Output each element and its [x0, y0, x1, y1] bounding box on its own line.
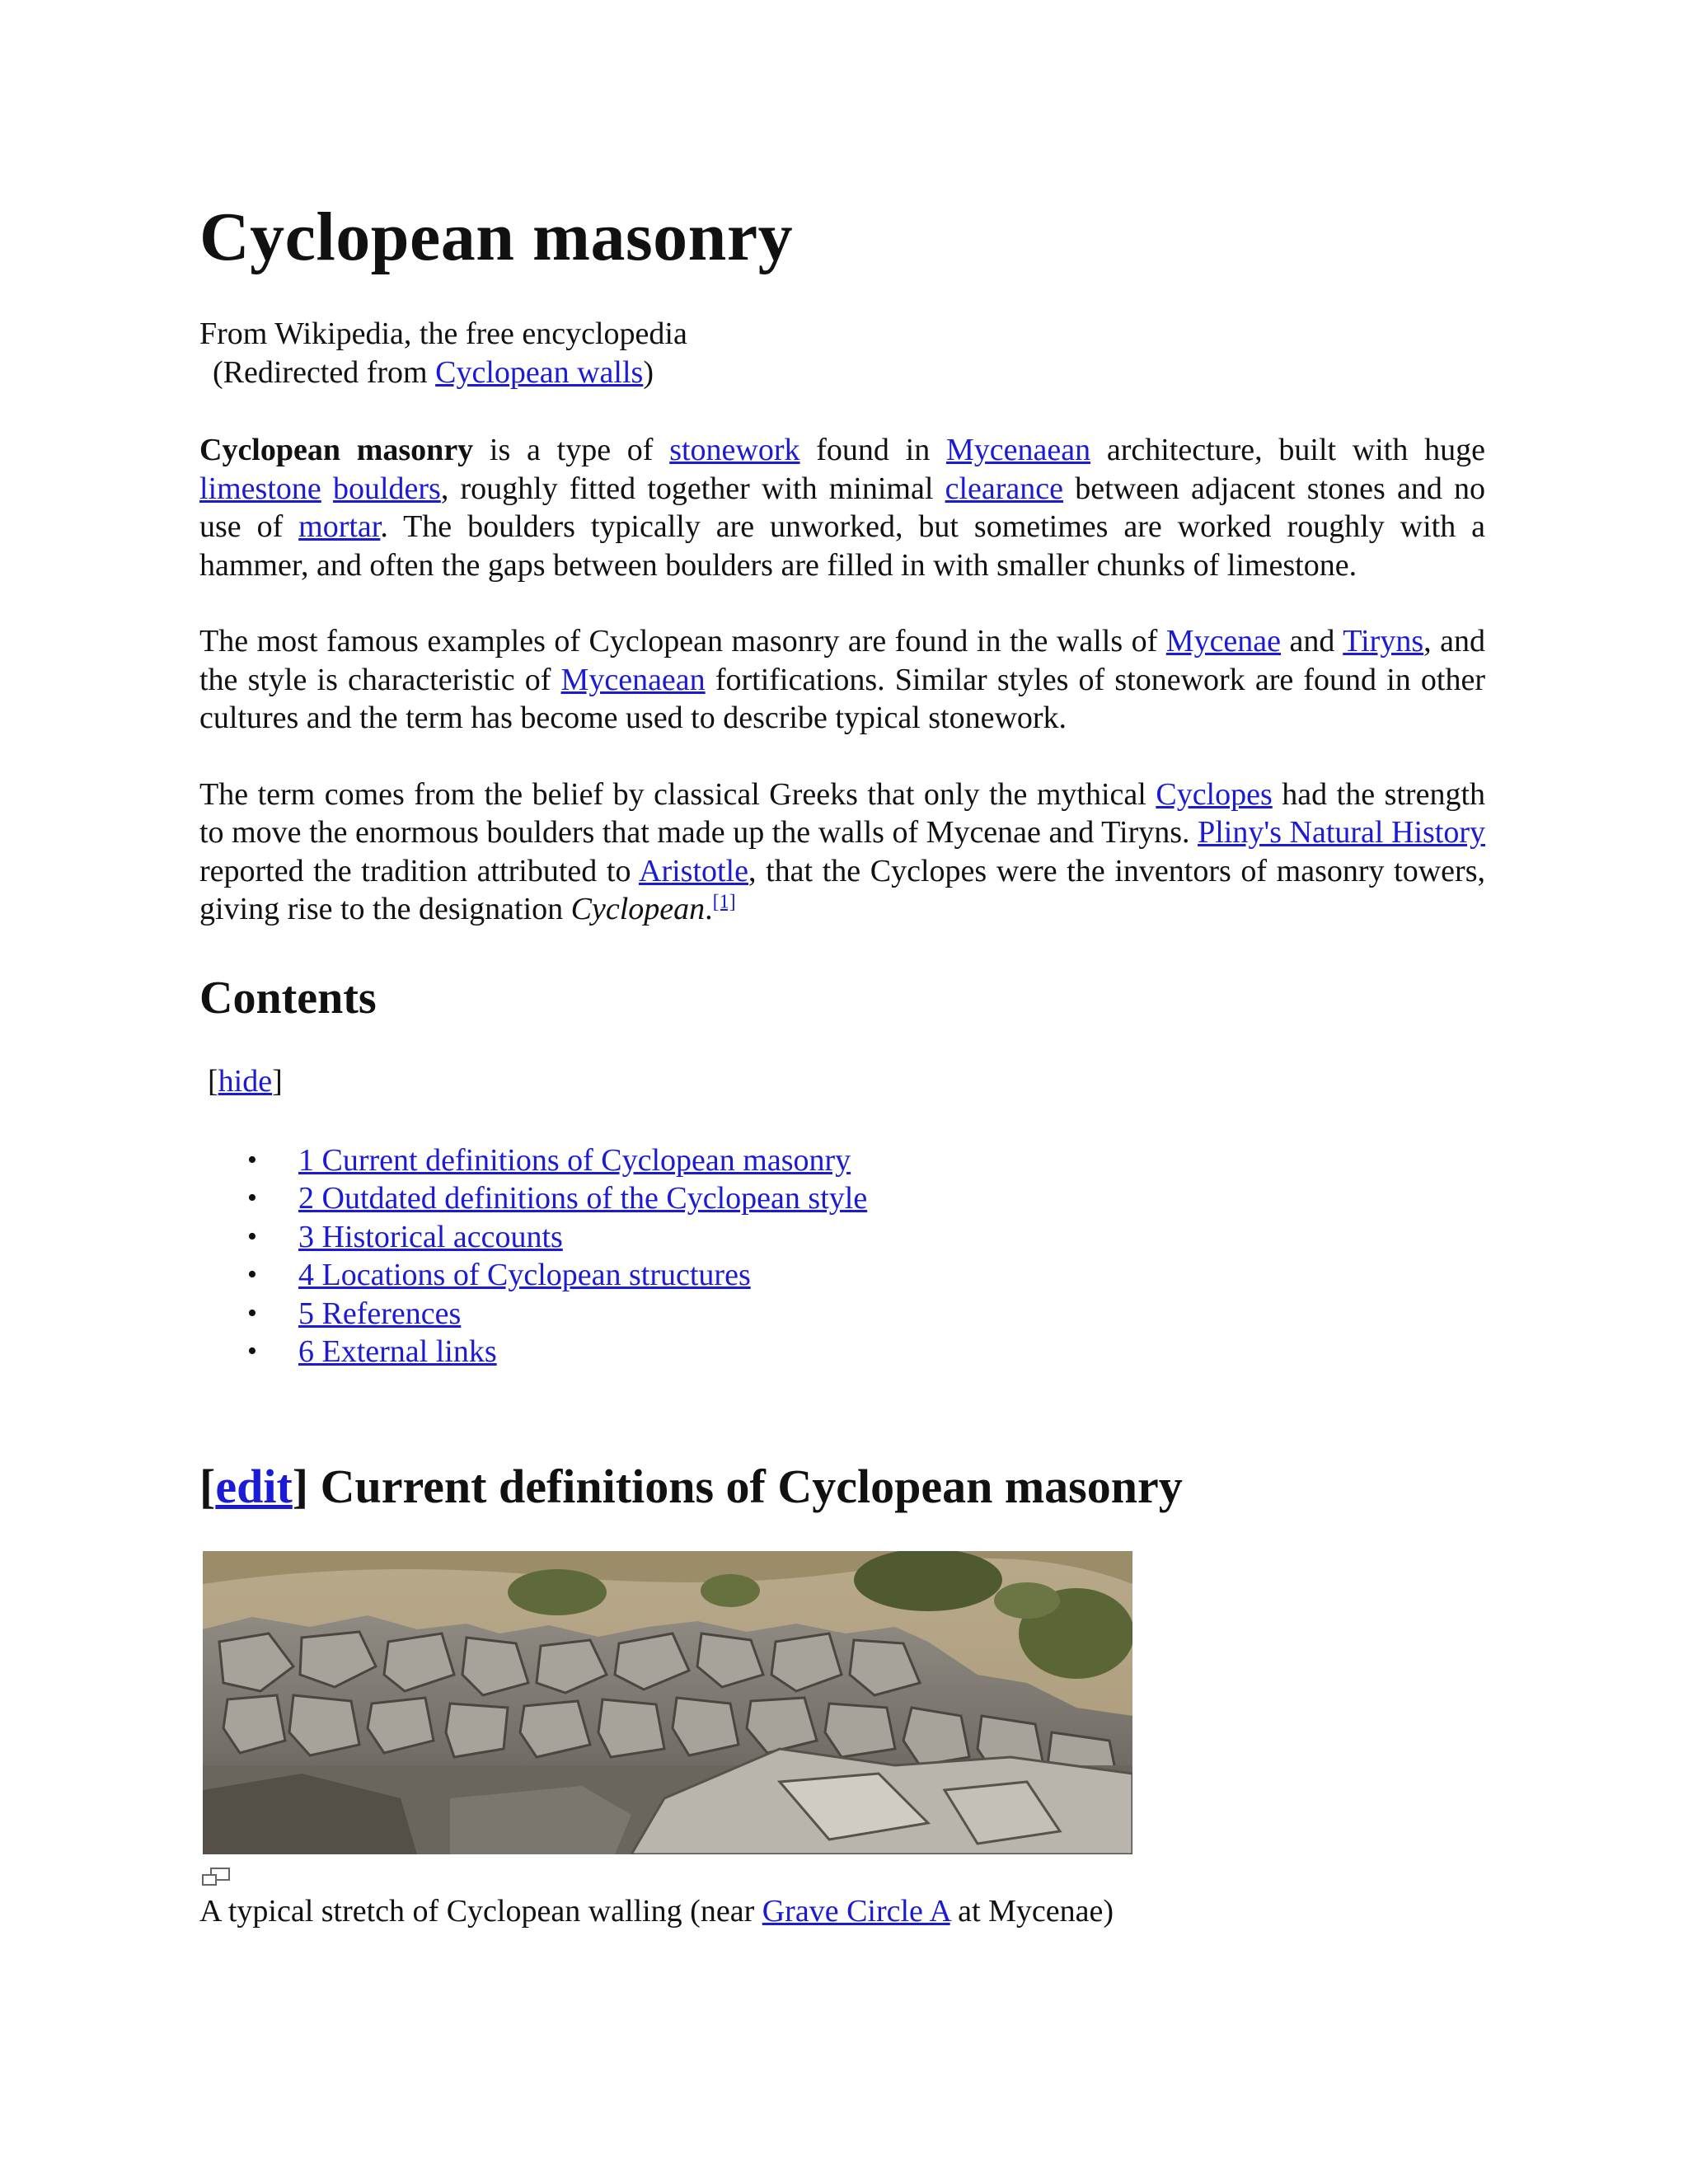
text-span: found in — [799, 433, 946, 467]
text-span: The most famous examples of Cyclopean masonry are found in the walls of — [199, 624, 1166, 658]
link-stonework[interactable]: stonework — [669, 433, 800, 467]
toc-item — [247, 1179, 1493, 1218]
bracket: [ — [208, 1063, 218, 1099]
toc-item — [247, 1295, 1493, 1333]
italic-term: Cyclopean — [570, 892, 706, 926]
intro-paragraph-2 — [199, 622, 1485, 738]
redirect-note — [199, 354, 1493, 392]
toc-link-6[interactable]: 6 External links — [298, 1334, 497, 1369]
bracket: ] — [272, 1063, 283, 1099]
link-aristotle[interactable]: Aristotle — [639, 853, 748, 888]
text-span: The term comes from the belief by classical Greeks that only the mythical — [199, 776, 1156, 812]
text-span: between adjacent stones and no use of — [199, 471, 1486, 544]
page-title: Cyclopean masonry — [199, 199, 794, 275]
bullet: • — [247, 1259, 257, 1290]
link-grave-circle-a[interactable]: Grave Circle A — [762, 1893, 950, 1929]
toc-item — [247, 1333, 1493, 1371]
link-mycenaean-2[interactable]: Mycenaean — [560, 662, 706, 697]
toc-toggle — [199, 1062, 1493, 1100]
text-span: . — [705, 892, 713, 926]
edit-section-link[interactable]: edit — [215, 1459, 293, 1513]
contents-heading: Contents — [199, 972, 377, 1024]
link-clearance[interactable]: clearance — [945, 471, 1064, 506]
reference-link-1[interactable]: [1] — [712, 891, 736, 913]
text-span: A typical stretch of Cyclopean walling (near — [199, 1893, 762, 1929]
text-span: architecture, built with huge — [1090, 433, 1485, 467]
link-mortar[interactable]: mortar — [298, 509, 381, 544]
link-cyclopes[interactable]: Cyclopes — [1156, 776, 1273, 812]
text-span: , that the Cyclopes were the inventors of masonry towers, giving rise to the designation — [199, 853, 1485, 926]
link-tiryns[interactable]: Tiryns — [1343, 624, 1424, 658]
link-mycenae[interactable]: Mycenae — [1165, 624, 1282, 658]
link-plinys-natural-history[interactable]: Pliny's Natural History — [1198, 815, 1486, 850]
toc-item — [247, 1256, 1493, 1295]
toc-link-1[interactable]: 1 Current definitions of Cyclopean masonry — [298, 1142, 851, 1178]
site-subtitle: From Wikipedia, the free encyclopedia — [199, 316, 687, 351]
hide-toc-link[interactable]: hide — [218, 1063, 273, 1099]
article-meta — [199, 315, 1493, 392]
text-span: , and the style is characteristic of — [199, 624, 1485, 697]
photo-caption — [199, 1892, 1493, 1930]
section-heading-current-definitions — [199, 1454, 1493, 1520]
link-limestone[interactable]: limestone — [199, 471, 321, 506]
link-boulders[interactable]: boulders — [332, 471, 441, 506]
intro-paragraph-3 — [199, 776, 1485, 929]
article-body — [199, 194, 1493, 1930]
intro-paragraph-1 — [199, 431, 1485, 584]
toc-link-5[interactable]: 5 References — [298, 1296, 462, 1331]
text-span: . The boulders typically are unworked, but sometimes are worked roughly with a hammer, and often the gaps between boulders are filled in with smaller chunks of limestone. — [199, 509, 1486, 583]
text-span — [321, 471, 333, 506]
toc-link-3[interactable]: 3 Historical accounts — [298, 1219, 563, 1254]
toc-item — [247, 1141, 1493, 1180]
bullet: • — [247, 1336, 257, 1366]
redirect-close: ) — [643, 355, 654, 390]
section-heading-text: Current definitions of Cyclopean masonry — [320, 1459, 1183, 1513]
text-span: , roughly fitted together with minimal — [440, 471, 945, 506]
lead-term: Cyclopean masonry — [199, 433, 474, 467]
text-span: fortifications. Similar styles of stonework are found in other cultures and the term has become used to describe typical stonework. — [199, 662, 1486, 735]
toc-item — [247, 1218, 1493, 1257]
bullet: • — [247, 1183, 257, 1213]
link-mycenaean[interactable]: Mycenaean — [945, 433, 1091, 467]
bracket: ] — [292, 1459, 321, 1513]
magnify-icon[interactable] — [199, 1866, 232, 1891]
text-span: and — [1281, 624, 1343, 658]
bullet: • — [247, 1144, 257, 1175]
toc-link-4[interactable]: 4 Locations of Cyclopean structures — [298, 1258, 751, 1292]
text-span: is a type of — [473, 433, 670, 467]
redirect-link[interactable]: Cyclopean walls — [435, 355, 644, 390]
toc-link-2[interactable]: 2 Outdated definitions of the Cyclopean style — [298, 1181, 868, 1216]
bracket: [ — [199, 1459, 216, 1513]
bullet: • — [247, 1221, 257, 1252]
cyclopean-wall-photo[interactable] — [203, 1551, 1132, 1854]
text-span: had the strength to move the enormous boulders that made up the walls of Mycenae and Tiryns. — [199, 776, 1485, 850]
table-of-contents — [199, 1141, 1493, 1371]
text-span: reported the tradition attributed to — [199, 853, 639, 888]
redirect-open: (Redirected from — [213, 355, 436, 390]
text-span: at Mycenae) — [950, 1893, 1114, 1929]
bullet: • — [247, 1297, 257, 1329]
